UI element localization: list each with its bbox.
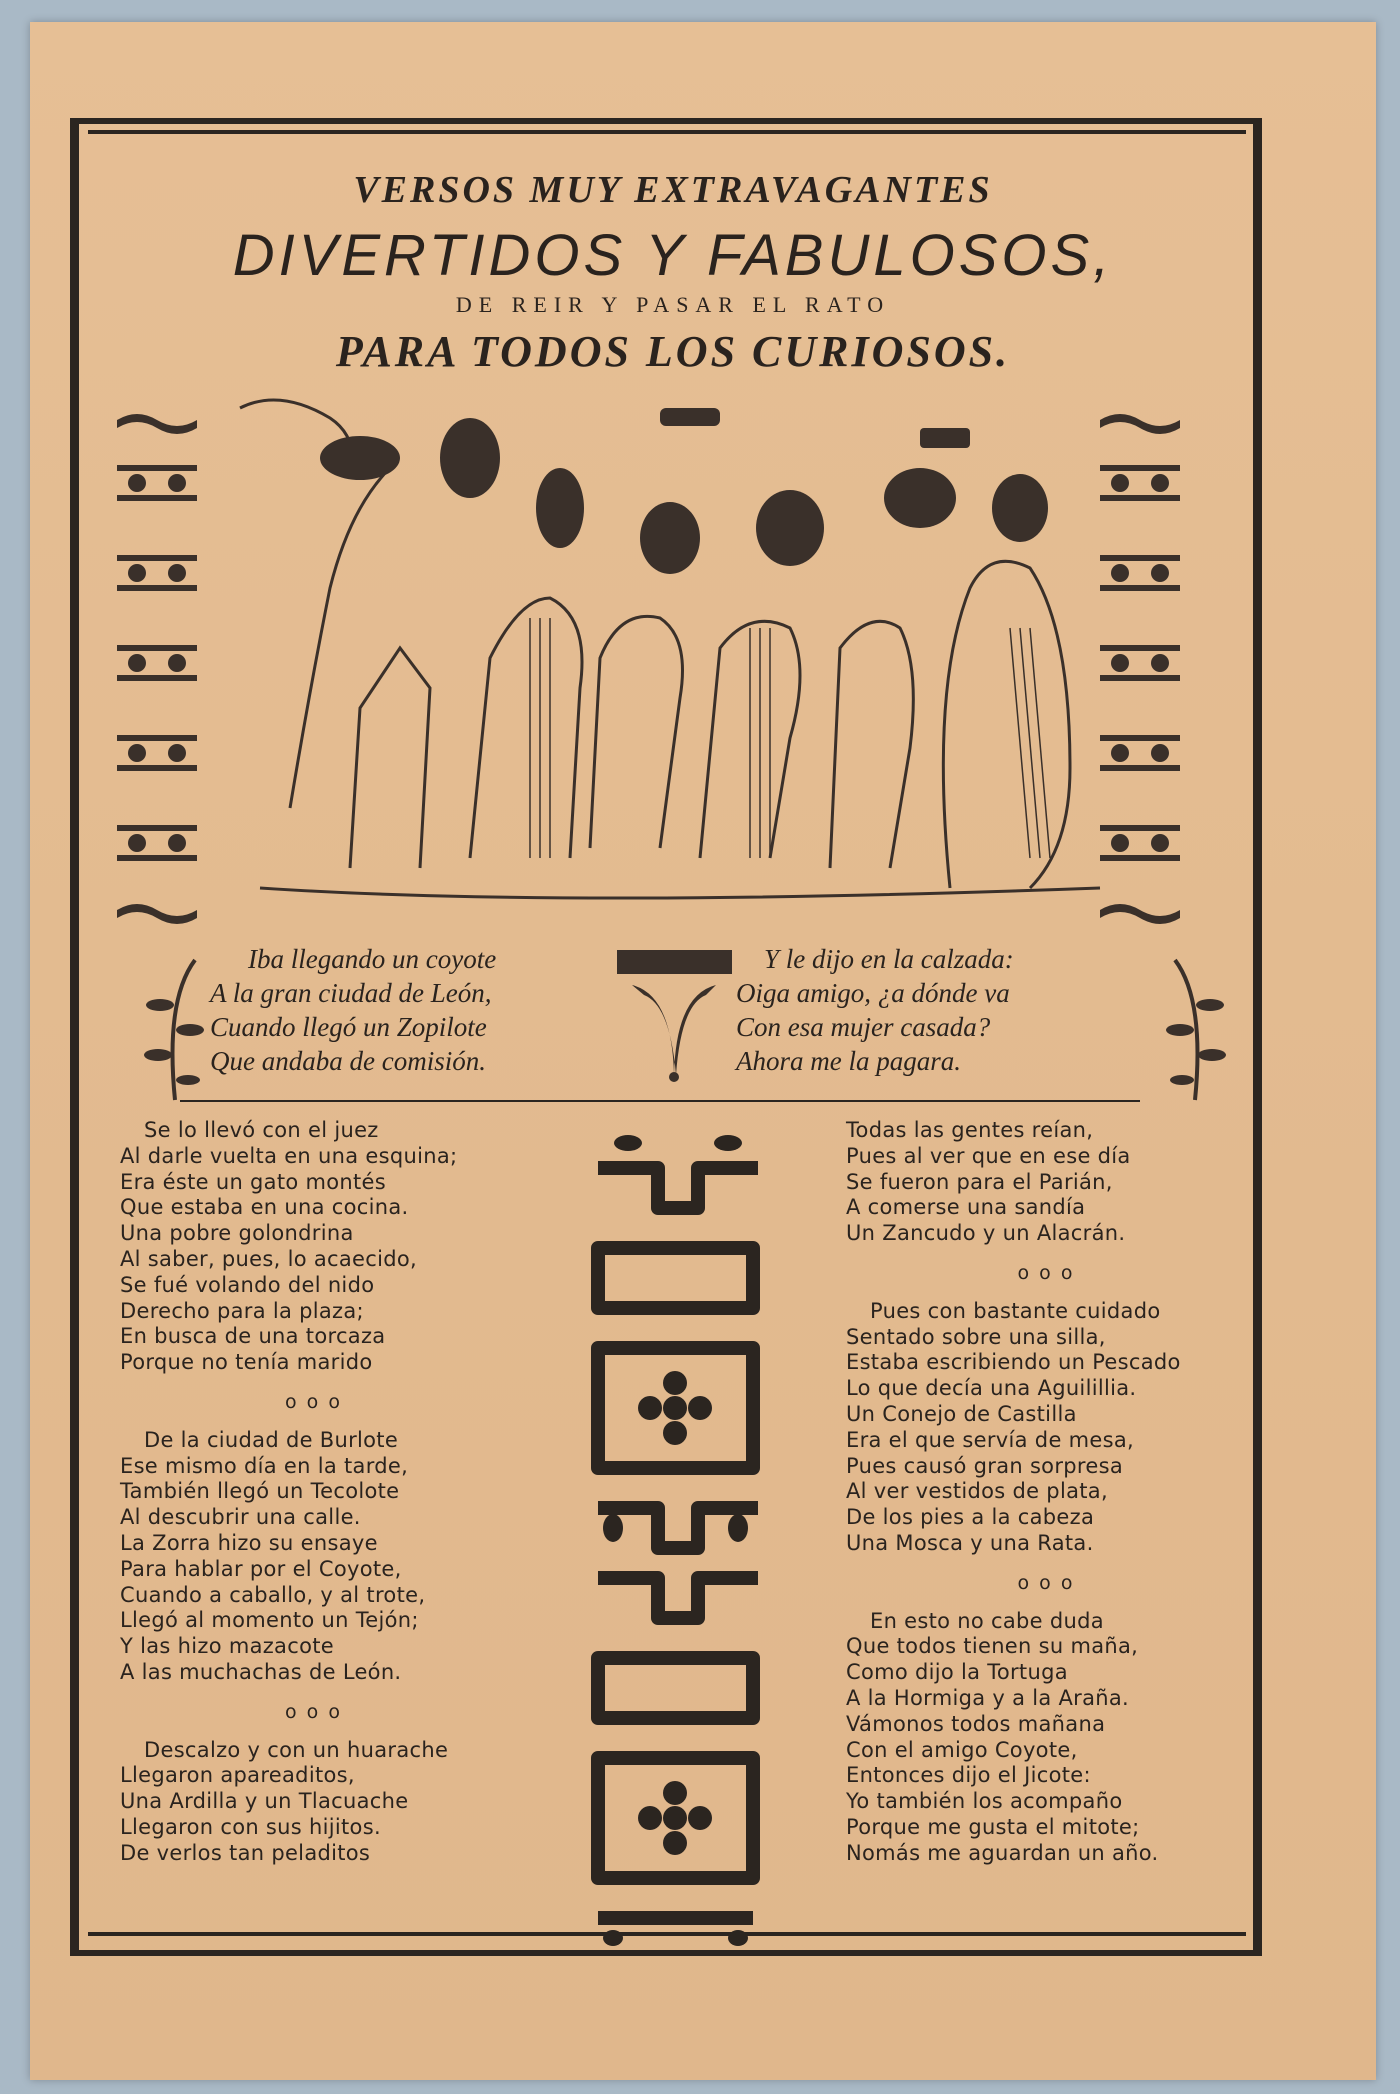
verse-line: Un Zancudo y un Alacrán. [846,1221,1126,1246]
verse-line: Todas las gentes reían, [846,1118,1094,1142]
verse-line: Porque no tenía marido [120,1350,373,1375]
verse-line: Entonces dijo el Jicote: [846,1763,1091,1788]
verse-line: Ahora me la pagara. [736,1046,961,1076]
verse-line: También llegó un Tecolote [120,1479,400,1504]
stanza-separator: o o o [1017,1571,1075,1594]
verse-line: A las muchachas de León. [120,1659,402,1684]
verse-column-left [120,1118,560,1867]
stanza-separator: o o o [1017,1261,1075,1284]
title-line-1: VERSOS MUY EXTRAVAGANTES [353,169,993,211]
verse-line: Llegaron apareaditos, [120,1763,355,1788]
verse-line: Se lo llevó con el juez [144,1118,379,1142]
verse-line: Con el amigo Coyote, [846,1737,1078,1762]
center-flourish [612,945,737,1085]
intro-stanza-left [210,942,496,1078]
center-ornament [568,1128,783,1948]
verse-line: Que andaba de comisión. [210,1046,486,1076]
verse-line: Que todos tienen su maña, [846,1634,1139,1659]
vine-ornament-right [1160,955,1230,1105]
verse-line: A la gran ciudad de León, [210,978,492,1008]
stanza-separator: o o o [285,1390,342,1413]
verse-line: De los pies a la cabeza [846,1505,1095,1530]
verse-line: Oiga amigo, ¿a dónde va [736,978,1010,1008]
verse-line: De la ciudad de Burlote [144,1427,399,1452]
verse-line: Lo que decía una Aguilillia. [846,1376,1137,1401]
verse-line: Una Ardilla y un Tlacuache [120,1789,409,1814]
verse-line: Una Mosca y una Rata. [846,1530,1094,1555]
intro-stanza-right [736,942,1014,1078]
verse-line: Una pobre golondrina [120,1221,354,1246]
verse-column-right [846,1118,1246,1867]
verse-line: Estaba escribiendo un Pescado [846,1350,1181,1375]
verse-line: Derecho para la plaza; [120,1298,364,1323]
vine-ornament-left [140,955,210,1105]
verse-line: Para hablar por el Coyote, [120,1556,402,1581]
verse-line: En esto no cabe duda [870,1608,1104,1633]
verse-line: Yo también los acompaño [846,1789,1123,1814]
woodcut-illustration [230,388,1130,908]
verse-line: Iba llegando un coyote [248,944,497,974]
verse-line: De verlos tan peladitos [120,1840,371,1865]
verse-line: Porque me gusta el mitote; [846,1814,1140,1839]
verse-line: Como dijo la Tortuga [846,1660,1068,1685]
verse-line: Se fueron para el Parián, [846,1169,1113,1194]
verse-line: Un Conejo de Castilla [846,1401,1077,1426]
stanza-separator: o o o [285,1700,342,1723]
verse-line: Cuando a caballo, y al trote, [120,1582,426,1607]
verse-line: Al saber, pues, lo acaecido, [120,1246,417,1271]
verse-line: En busca de una torcaza [120,1324,386,1349]
verse-line: A comerse una sandía [846,1195,1086,1220]
section-divider [180,1100,1140,1102]
title-line-3: DE REIR Y PASAR EL RATO [455,292,891,317]
verse-line: Llegaron con sus hijitos. [120,1814,381,1839]
border-rule-top [88,130,1246,134]
verse-line: Llegó al momento un Tejón; [120,1608,419,1633]
verse-line: Pues con bastante cuidado [870,1298,1161,1323]
verse-line: Ese mismo día en la tarde, [120,1453,409,1478]
verse-line: Al ver vestidos de plata, [846,1479,1108,1504]
verse-line: Se fué volando del nido [120,1272,375,1297]
verse-line: Y le dijo en la calzada: [764,944,1014,974]
verse-line: Vámonos todos mañana [846,1711,1106,1736]
verse-line: A la Hormiga y a la Araña. [846,1685,1130,1710]
verse-line: Nomás me aguardan un año. [846,1840,1159,1865]
verse-line: Era el que servía de mesa, [846,1427,1134,1452]
verse-line: Era éste un gato montés [120,1169,386,1194]
title-line-2: DIVERTIDOS Y FABULOSOS, [232,223,1114,288]
verse-line: Cuando llegó un Zopilote [210,1012,487,1042]
verse-line: Sentado sobre una silla, [846,1324,1106,1349]
side-ornament-left [112,405,202,925]
verse-line: Pues al ver que en ese día [846,1143,1131,1168]
verse-line: Con esa mujer casada? [736,1012,991,1042]
verse-line: Y las hizo mazacote [120,1634,334,1659]
title-line-4: PARA TODOS LOS CURIOSOS. [335,327,1011,376]
verse-line: Que estaba en una cocina. [120,1195,409,1220]
verse-line: Al darle vuelta en una esquina; [120,1143,458,1168]
verse-line: La Zorra hizo su ensaye [120,1530,378,1555]
verse-line: Descalzo y con un huarache [144,1737,449,1762]
verse-line: Pues causó gran sorpresa [846,1453,1124,1478]
verse-line: Al descubrir una calle. [120,1505,361,1530]
